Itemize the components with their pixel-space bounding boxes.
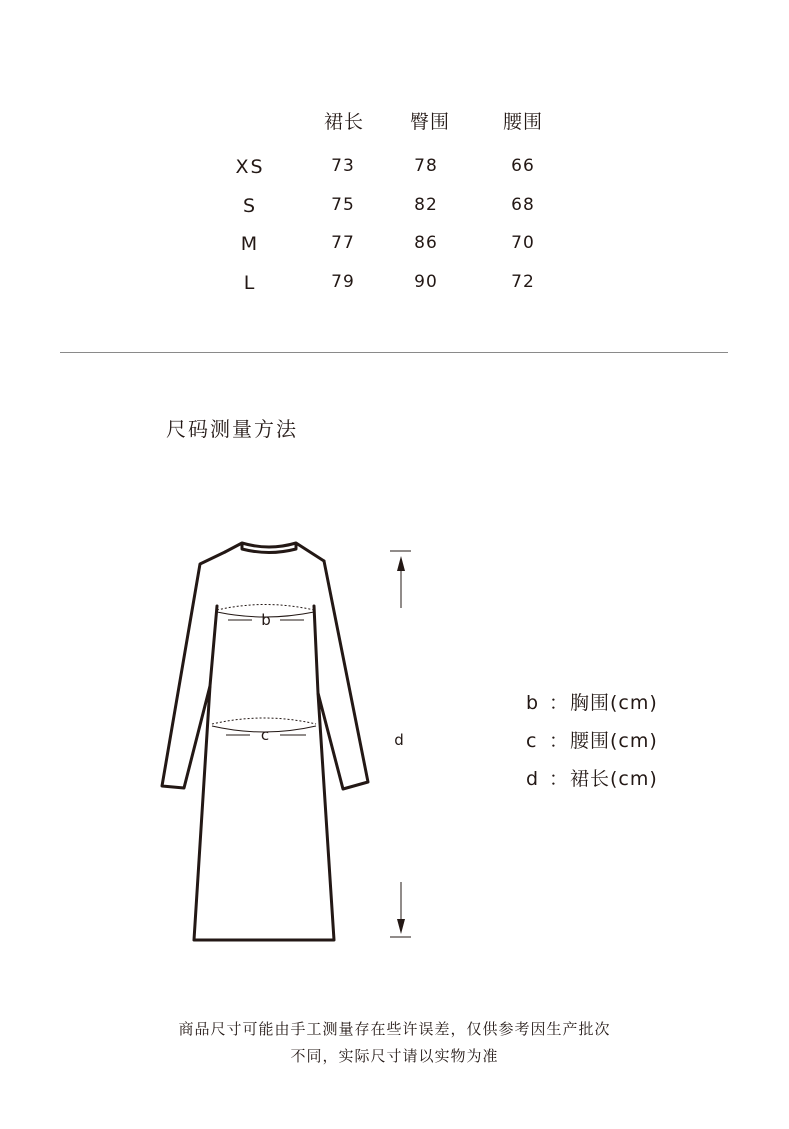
legend-text: 胸围(cm) [570, 692, 658, 714]
size-label: M [240, 233, 260, 255]
table-cell: 82 [414, 195, 438, 215]
header-hip: 臀围 [409, 111, 450, 133]
disclaimer-line-1: 商品尺寸可能由手工测量存在些许误差，仅供参考因生产批次 [178, 1020, 611, 1038]
waist-measure-line [212, 718, 316, 744]
legend-item [526, 688, 658, 715]
size-label: S [242, 195, 258, 217]
legend-sep: ： [548, 730, 569, 752]
legend-key: c [526, 730, 538, 752]
table-cell: 90 [414, 272, 438, 292]
legend-text: 腰围(cm) [570, 730, 658, 752]
legend-sep: ： [548, 692, 569, 714]
table-cell: 77 [331, 233, 355, 253]
label-c: c [260, 726, 270, 744]
section-title: 尺码测量方法 [166, 417, 298, 441]
table-cell: 72 [511, 272, 535, 292]
legend-text: 裙长(cm) [570, 768, 658, 790]
chest-measure-line [217, 605, 314, 630]
legend-sep: ： [548, 768, 569, 790]
table-cell: 73 [331, 156, 355, 176]
dress-right-sleeve [318, 561, 368, 789]
disclaimer-line-2: 不同，实际尺寸请以实物为准 [290, 1047, 499, 1065]
size-label: XS [235, 156, 265, 178]
label-d: d [394, 731, 404, 749]
table-cell: 70 [511, 233, 535, 253]
legend-key: d [526, 768, 540, 790]
header-dress-length: 裙长 [323, 111, 364, 133]
dress-body [194, 606, 334, 940]
table-cell: 75 [331, 195, 355, 215]
legend-key: b [526, 692, 540, 714]
table-cell: 78 [414, 156, 438, 176]
table-cell: 66 [511, 156, 535, 176]
dress-collar [225, 543, 324, 561]
table-cell: 79 [331, 272, 355, 292]
header-waist: 腰围 [502, 111, 543, 133]
legend-item [526, 764, 658, 791]
table-cell: 86 [414, 233, 438, 253]
label-b: b [261, 611, 271, 629]
size-label: L [243, 272, 257, 294]
dress-left-sleeve [162, 552, 225, 788]
table-cell: 68 [511, 195, 535, 215]
legend-item [526, 726, 658, 753]
